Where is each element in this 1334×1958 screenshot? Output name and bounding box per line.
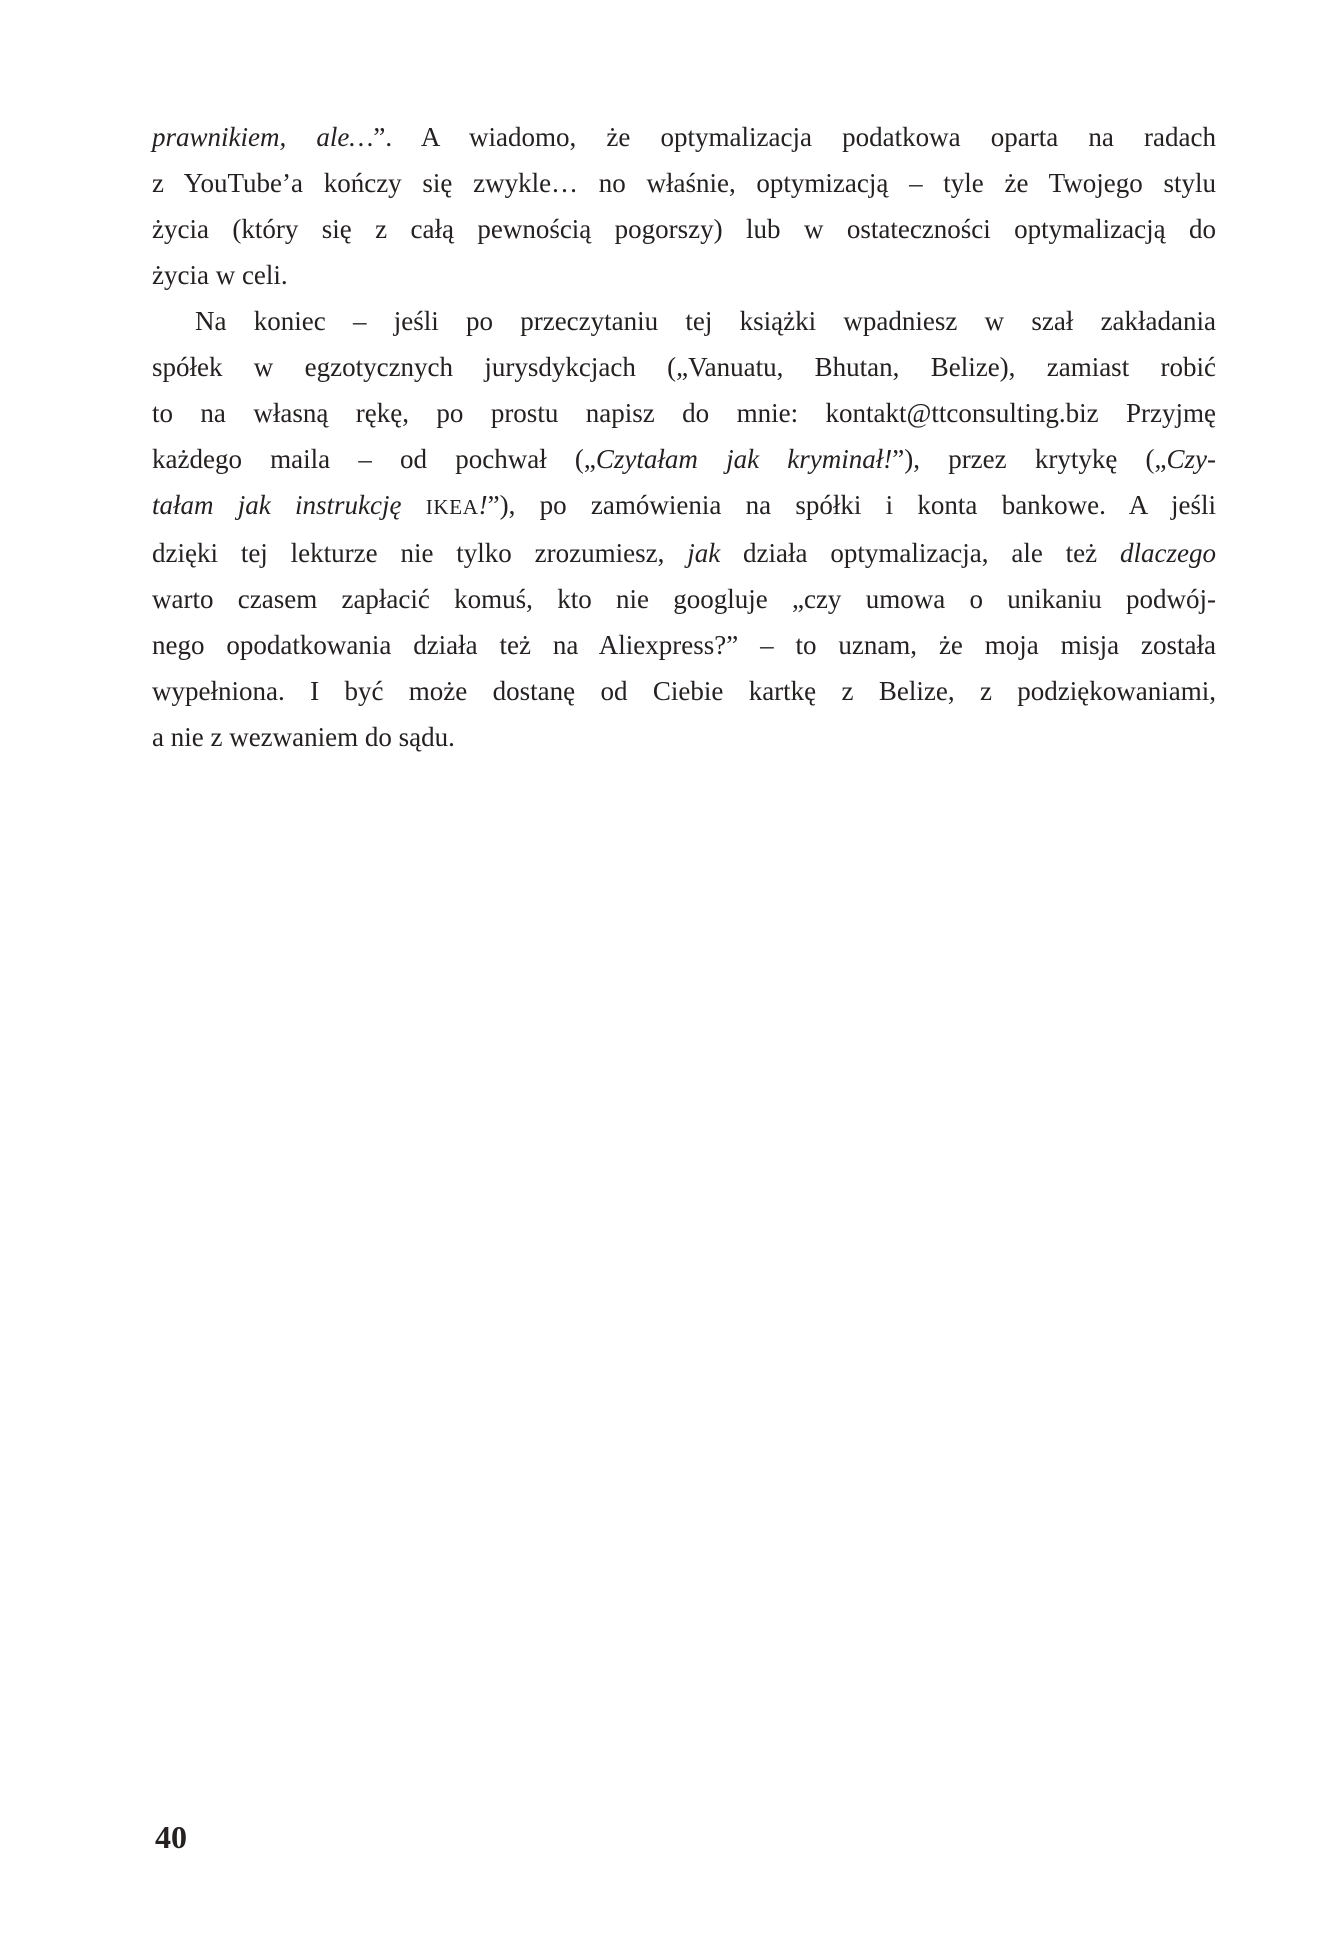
text-line [152, 436, 1216, 482]
text-line [152, 344, 1216, 390]
paragraph [152, 298, 1216, 760]
text-line [152, 530, 1216, 576]
text-run: ”), przez krytykę („ [892, 444, 1167, 474]
italic-text: tałam jak instrukcję [152, 490, 426, 520]
text-line [152, 668, 1216, 714]
text-line [152, 298, 1216, 344]
text-run: działa optymalizacja, ale też [720, 538, 1121, 568]
text-run: życia w celi. [152, 260, 288, 290]
page-number: 40 [155, 1819, 187, 1855]
italic-text: dlaczego [1120, 538, 1216, 568]
italic-text: Czytałam jak kryminał! [595, 444, 893, 474]
text-run: życia (który się z całą pewnością pogorszy) lub w ostateczności optymalizacją do [152, 214, 1216, 244]
italic-text: Czy- [1166, 444, 1216, 474]
italic-text: prawnikiem, ale… [152, 122, 374, 152]
italic-text: jak [687, 538, 721, 568]
text-line [152, 576, 1216, 622]
text-run: każdego maila – od pochwał („ [152, 444, 596, 474]
text-run: ”. A wiadomo, że optymalizacja podatkowa oparta na radach [373, 122, 1216, 152]
text-run: a nie z wezwaniem do sądu. [152, 722, 455, 752]
text-run: z YouTube’a kończy się zwykle… no właśnie, optymizacją – tyle że Twojego stylu [152, 168, 1216, 198]
text-line [152, 482, 1216, 530]
body-text [152, 114, 1216, 760]
text-run: wypełniona. I być może dostanę od Ciebie kartkę z Belize, z podziękowaniami, [152, 676, 1216, 706]
text-run: dzięki tej lekturze nie tylko zrozumiesz, [152, 538, 688, 568]
text-line [152, 114, 1216, 160]
smallcaps-text: IKEA [425, 495, 479, 519]
text-run: ”), po zamówienia na spółki i konta bankowe. A jeśli [487, 490, 1216, 520]
text-line [152, 160, 1216, 206]
text-line [152, 390, 1216, 436]
text-run: to na własną rękę, po prostu napisz do mnie: kontakt@ttconsulting.biz Przyjmę [152, 398, 1216, 428]
text-run: warto czasem zapłacić komuś, kto nie googluje „czy umowa o unikaniu podwój- [152, 584, 1216, 614]
text-run: nego opodatkowania działa też na Aliexpress?” – to uznam, że moja misja została [152, 630, 1216, 660]
text-run: spółek w egzotycznych jurysdykcjach („Vanuatu, Bhutan, Belize), zamiast robić [152, 352, 1216, 382]
italic-text: ! [478, 490, 488, 520]
text-run: Na koniec – jeśli po przeczytaniu tej książki wpadniesz w szał zakładania [195, 306, 1216, 336]
text-line [152, 252, 1216, 298]
text-line [152, 206, 1216, 252]
text-line [152, 714, 1216, 760]
paragraph [152, 114, 1216, 298]
text-line [152, 622, 1216, 668]
